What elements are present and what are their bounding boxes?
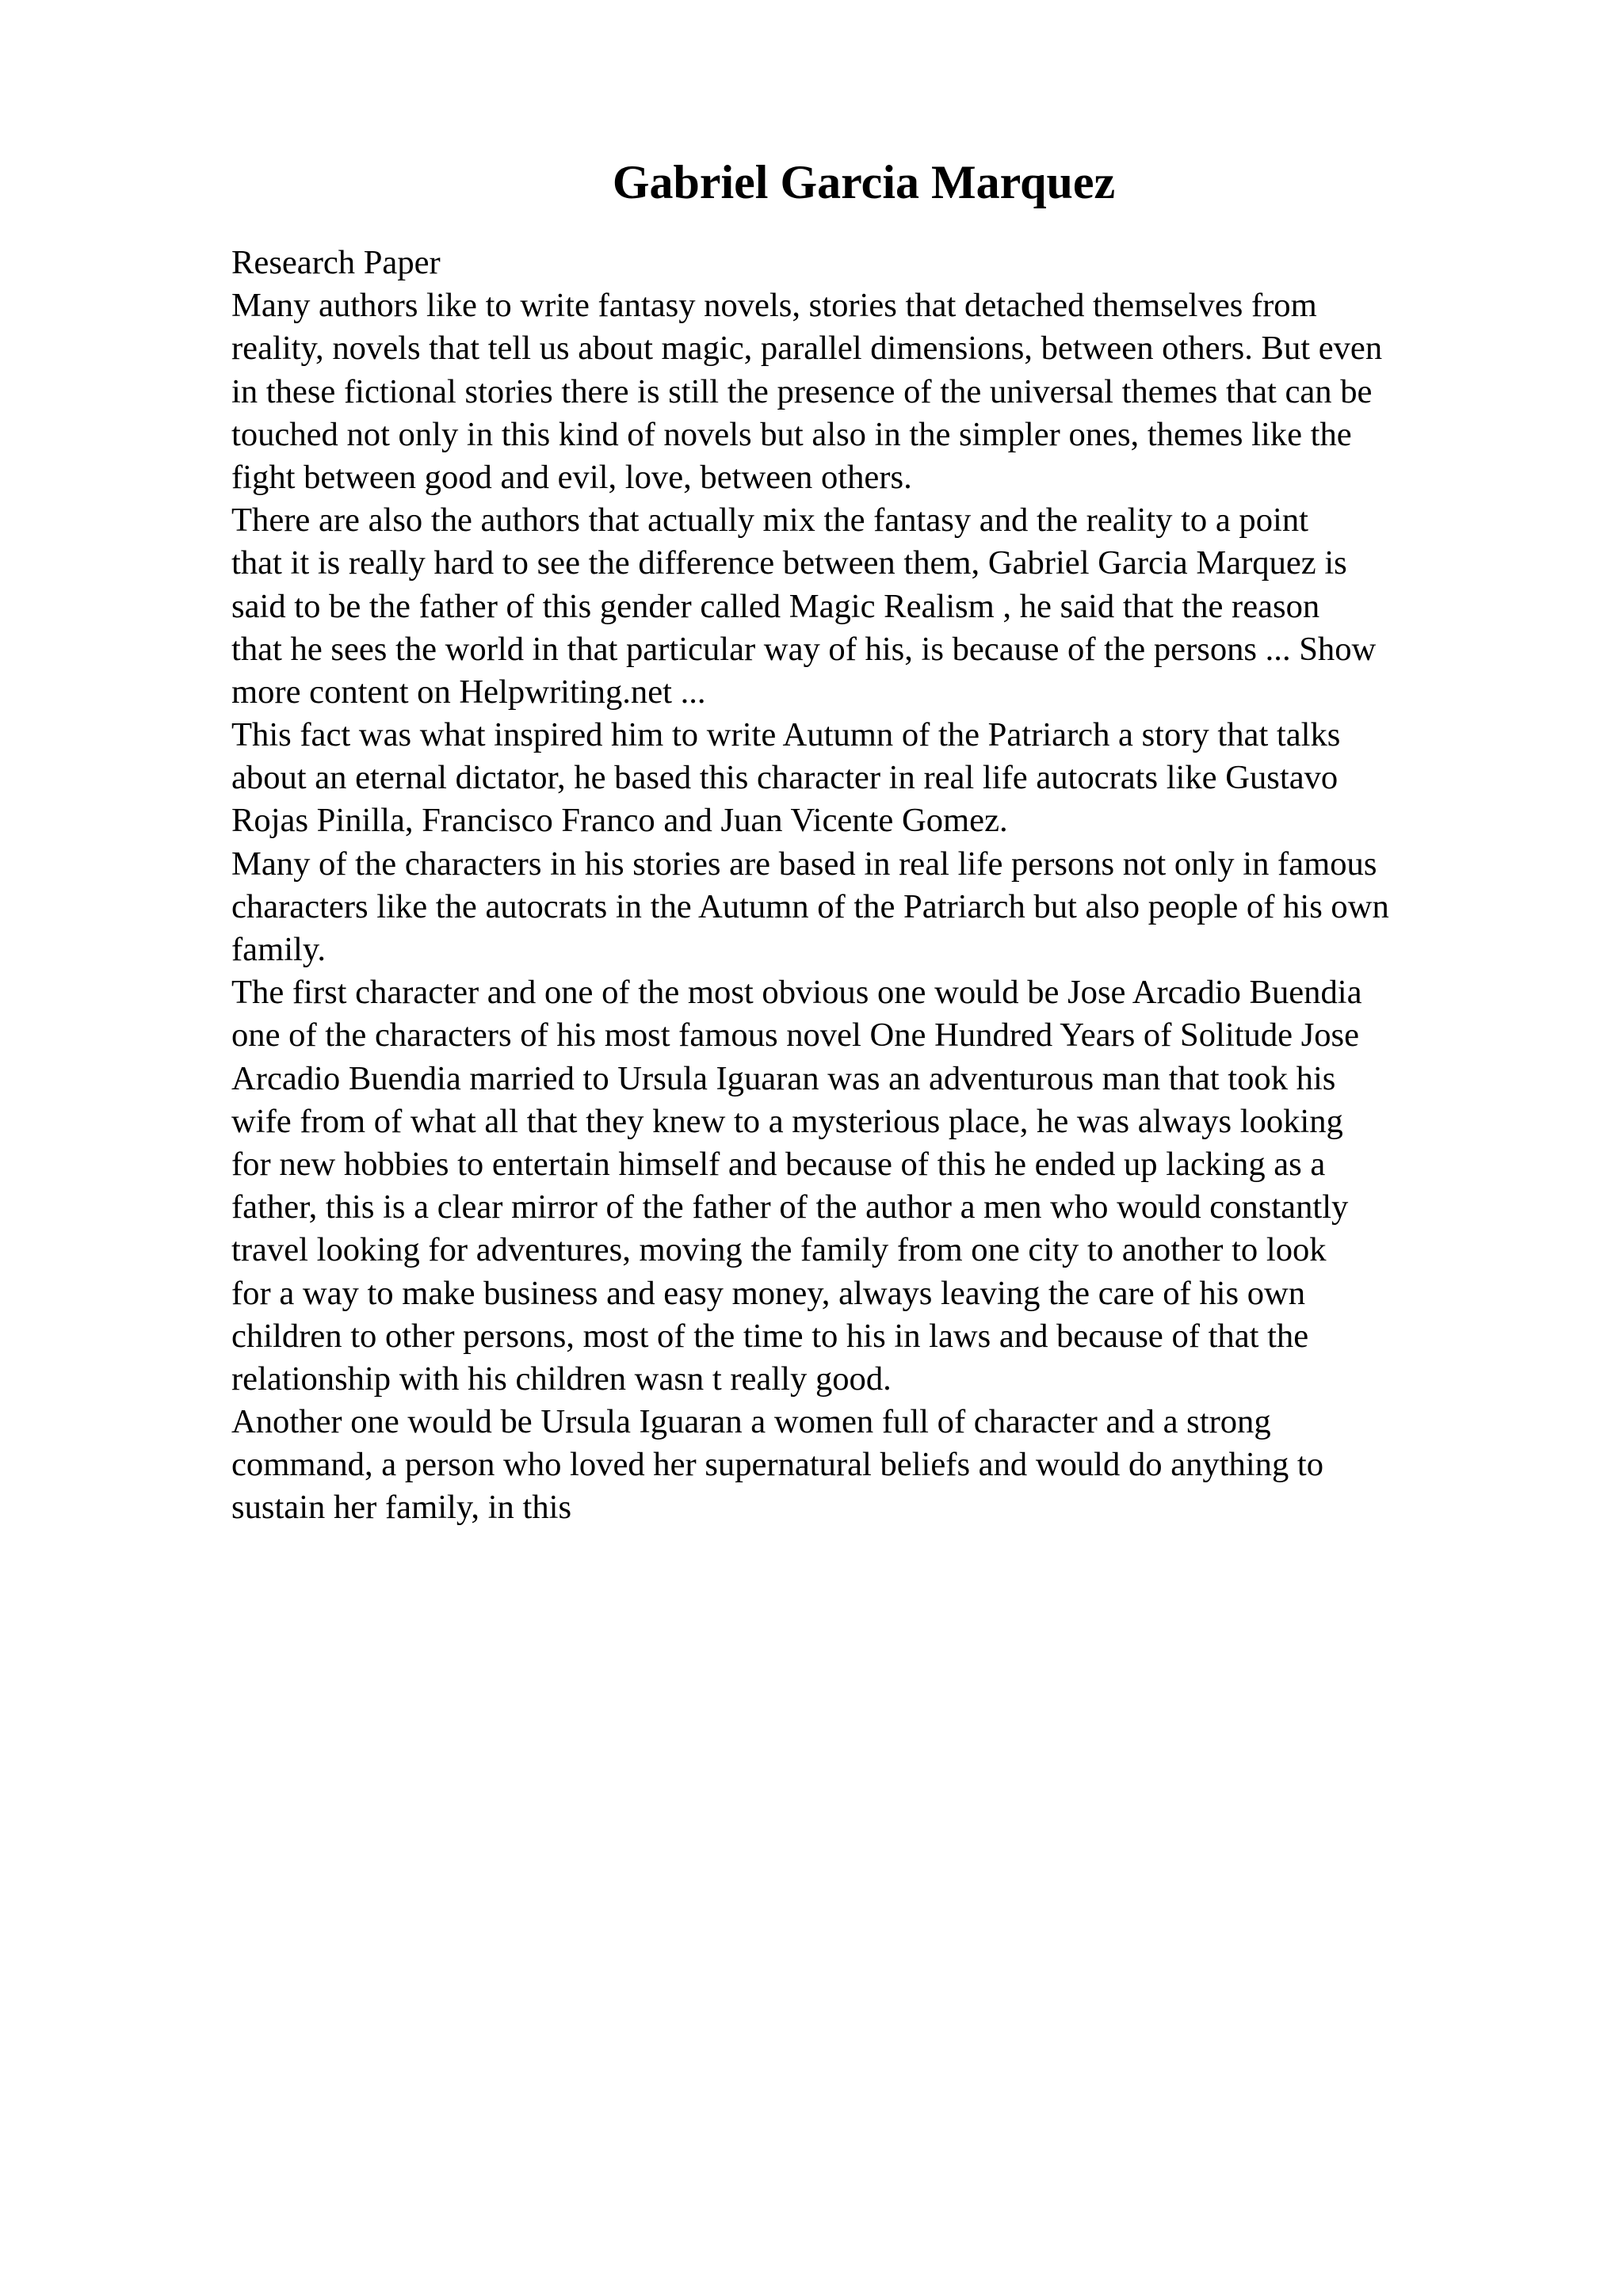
text-line: relationship with his children wasn t really good. <box>231 1360 892 1398</box>
text-line: Research Paper <box>231 244 441 281</box>
text-line: father, this is a clear mirror of the father of the author a men who would constantly <box>231 1188 1349 1226</box>
text-line: Rojas Pinilla, Francisco Franco and Juan Vicente Gomez. <box>231 802 1008 840</box>
text-line: for a way to make business and easy money, always leaving the care of his own <box>231 1274 1306 1312</box>
text-line: said to be the father of this gender called Magic Realism , he said that the reason <box>231 587 1320 625</box>
text-line: about an eternal dictator, he based this character in real life autocrats like Gustavo <box>231 759 1338 797</box>
text-line: more content on Helpwriting.net ... <box>231 673 706 711</box>
text-line: The first character and one of the most obvious one would be Jose Arcadio Buendia <box>231 974 1362 1012</box>
text-line: characters like the autocrats in the Autumn of the Patriarch but also people of his own <box>231 887 1389 925</box>
text-line: Another one would be Ursula Iguaran a women full of character and a strong <box>231 1403 1271 1441</box>
text-line: This fact was what inspired him to write Autumn of the Patriarch a story that talks <box>231 716 1341 754</box>
text-line: that it is really hard to see the difference between them, Gabriel Garcia Marquez is <box>231 544 1347 582</box>
text-line: that he sees the world in that particular way of his, is because of the persons ... Show <box>231 630 1377 668</box>
text-line: command, a person who loved her supernatural beliefs and would do anything to <box>231 1446 1324 1484</box>
text-line: fight between good and evil, love, between others. <box>231 458 912 496</box>
text-line: reality, novels that tell us about magic, parallel dimensions, between others. But even <box>231 330 1383 368</box>
text-line: one of the characters of his most famous novel One Hundred Years of Solitude Jose <box>231 1016 1360 1055</box>
text-line: travel looking for adventures, moving the family from one city to another to look <box>231 1231 1327 1269</box>
text-line: for new hobbies to entertain himself and because of this he ended up lacking as a <box>231 1145 1326 1183</box>
text-line: Many authors like to write fantasy novels, stories that detached themselves from <box>231 287 1317 325</box>
text-line: sustain her family, in this <box>231 1489 572 1527</box>
document-title: Gabriel Garcia Marquez <box>612 156 1116 208</box>
text-line: wife from of what all that they knew to a mysterious place, he was always looking <box>231 1102 1343 1140</box>
document-body <box>231 242 1499 1530</box>
text-line: Arcadio Buendia married to Ursula Iguaran was an adventurous man that took his <box>231 1059 1336 1097</box>
text-line: children to other persons, most of the time to his in laws and because of that the <box>231 1317 1309 1355</box>
text-line: touched not only in this kind of novels but also in the simpler ones, themes like the <box>231 415 1352 453</box>
text-line: in these fictional stories there is still the presence of the universal themes that can be <box>231 372 1373 410</box>
text-line: There are also the authors that actually mix the fantasy and the reality to a point <box>231 502 1308 540</box>
text-line: family. <box>231 931 327 968</box>
text-line: Many of the characters in his stories are based in real life persons not only in famous <box>231 845 1377 883</box>
